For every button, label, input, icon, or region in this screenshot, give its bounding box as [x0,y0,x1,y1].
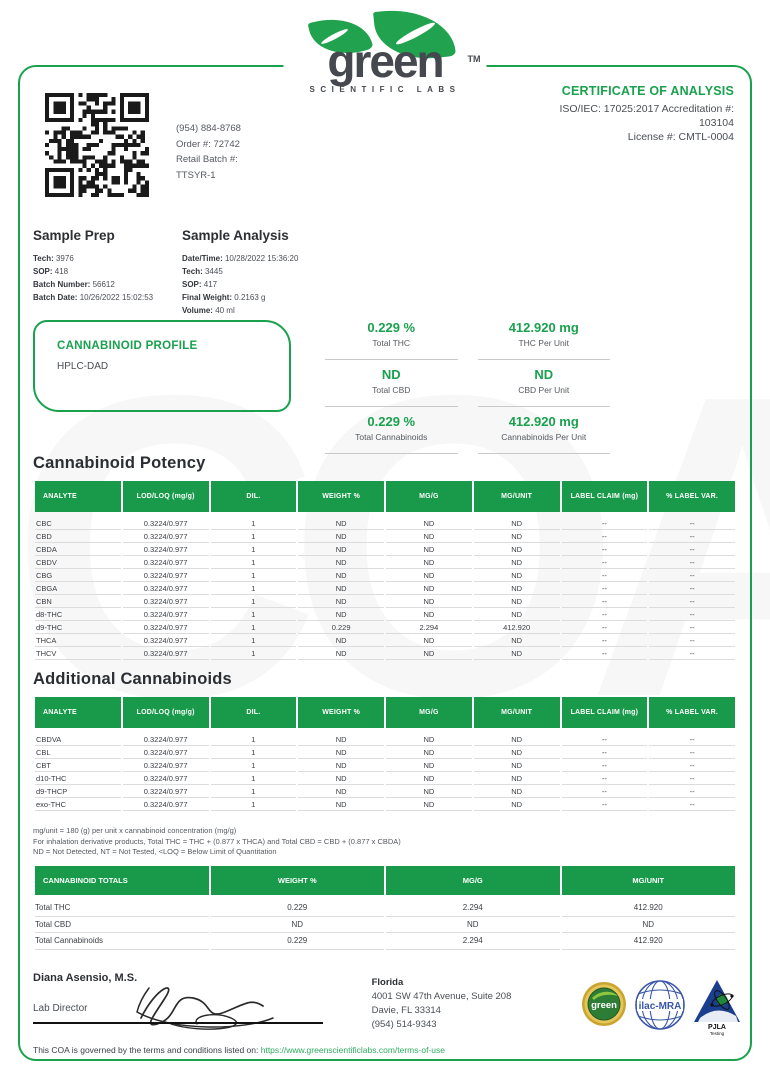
field-value: 418 [54,267,69,276]
table-row [35,772,735,785]
field-label: Date/Time: [182,254,225,263]
table-cell: ND [298,530,384,543]
table-cell: CBN [35,595,121,608]
license-number: License #: CMTL-0004 [627,131,734,143]
pjla-badge-icon [692,978,742,1036]
table-cell: ND [211,917,385,934]
additional-cannabinoids-section [33,670,737,811]
table-cell: ND [386,772,472,785]
column-header: MG/UNIT [474,697,560,728]
table-cell: -- [649,556,735,569]
table-cell: 0.3224/0.977 [123,608,209,621]
table-cell: 1 [211,772,297,785]
table-cell: ND [386,647,472,660]
logo-subtitle: SCIENTIFIC LABS [309,85,461,94]
sample-prep-title: Sample Prep [33,228,115,243]
table-row [35,634,735,647]
lab-phone: (954) 884-8768 [176,123,241,134]
table-cell: ND [474,530,560,543]
table-cell: 0.3224/0.977 [123,582,209,595]
table-cell: -- [562,582,648,595]
table-cell: 0.3224/0.977 [123,569,209,582]
field-label: Batch Number: [33,280,93,289]
table-cell: Total CBD [35,917,209,934]
sample-prep-section [33,228,182,317]
signatory-role: Lab Director [33,1003,88,1014]
column-header: WEIGHT % [211,866,385,895]
table-cell: ND [474,543,560,556]
additional-section-title: Additional Cannabinoids [33,670,232,688]
column-header: WEIGHT % [298,697,384,728]
table-cell: 0.3224/0.977 [123,798,209,811]
summary-label: Total Cannabinoids [355,432,428,442]
table-cell: ND [298,746,384,759]
table-cell: 0.3224/0.977 [123,634,209,647]
table-cell: 0.3224/0.977 [123,530,209,543]
summary-label: Total CBD [372,385,411,395]
potency-table [33,481,737,660]
table-cell: ND [298,634,384,647]
table-cell: d9-THC [35,621,121,634]
table-cell: -- [562,569,648,582]
table-cell: ND [386,543,472,556]
table-cell: ND [474,759,560,772]
table-cell: 0.3224/0.977 [123,733,209,746]
table-cell: 0.229 [211,933,385,950]
table-row [35,608,735,621]
table-cell: ND [386,634,472,647]
svg-text:green: green [591,1000,617,1011]
table-cell: -- [562,556,648,569]
table-cell: 0.3224/0.977 [123,759,209,772]
table-row [35,582,735,595]
field-label: Tech: [33,254,56,263]
signature-line [33,1022,323,1024]
table-cell: 0.3224/0.977 [123,556,209,569]
signatory-name: Diana Asensio, M.S. [33,972,138,984]
table-cell: 1 [211,556,297,569]
table-row [35,759,735,772]
table-row [35,569,735,582]
table-cell: -- [562,746,648,759]
order-info [176,121,241,183]
footnote-line: mg/unit = 180 (g) per unit x cannabinoid concentration (mg/g) [33,826,237,835]
table-cell: 412.920 [474,621,560,634]
table-cell: ND [386,917,560,934]
table-row [35,595,735,608]
table-cell: -- [562,621,648,634]
sample-analysis-fields [182,252,298,317]
summary-label: Cannabinoids Per Unit [501,432,587,442]
table-cell: ND [298,517,384,530]
table-cell: ND [386,759,472,772]
potency-header-row [35,481,735,512]
accreditation-line [559,102,734,144]
table-cell: ND [474,733,560,746]
field-row [182,291,298,304]
summary-cell [325,363,458,407]
table-cell: 1 [211,608,297,621]
sample-analysis-section [182,228,298,317]
table-cell: CBDA [35,543,121,556]
table-cell: ND [298,733,384,746]
table-cell: -- [649,595,735,608]
sample-sections [33,228,298,317]
table-cell: ND [474,634,560,647]
field-row [182,278,298,291]
profile-title: CANNABINOID PROFILE [57,340,198,352]
certificate-title: CERTIFICATE OF ANALYSIS [561,84,734,98]
summary-value: 0.229 % [367,414,416,429]
table-cell: ND [298,759,384,772]
table-cell: ND [298,569,384,582]
table-cell: ND [298,543,384,556]
table-cell: 0.229 [298,621,384,634]
table-cell: -- [562,772,648,785]
table-cell: ND [474,569,560,582]
table-cell: 0.3224/0.977 [123,543,209,556]
table-cell: 0.3224/0.977 [123,772,209,785]
table-cell: ND [298,608,384,621]
summary-cell [478,316,611,360]
summary-value: ND [381,367,401,382]
logo-text: green [327,35,443,87]
field-value: 3976 [55,254,74,263]
field-row [33,252,182,265]
column-header: LABEL CLAIM (mg) [562,697,648,728]
table-cell: -- [649,746,735,759]
address-line-2: Davie, FL 33314 [371,1005,441,1016]
table-cell: ND [386,785,472,798]
field-value: 10/26/2022 15:02:53 [79,293,154,302]
field-value: 417 [203,280,218,289]
cannabinoid-totals-section [33,866,737,950]
table-cell: 1 [211,733,297,746]
table-cell: -- [562,759,648,772]
table-cell: ND [298,595,384,608]
table-cell: -- [649,543,735,556]
table-cell: -- [562,517,648,530]
field-value: 0.2163 g [234,293,266,302]
field-value: 56612 [92,280,115,289]
summary-value: ND [534,367,554,382]
table-cell: -- [649,772,735,785]
lab-footer-phone: (954) 514-9343 [371,1019,437,1030]
table-cell: CBGA [35,582,121,595]
field-row [33,265,182,278]
table-cell: -- [562,543,648,556]
column-header: MG/G [386,697,472,728]
column-header: MG/G [386,866,560,895]
table-cell: -- [649,569,735,582]
column-header: LOD/LOQ (mg/g) [123,697,209,728]
table-cell: 2.294 [386,621,472,634]
summary-cell [325,410,458,454]
field-label: Final Weight: [182,293,235,302]
table-cell: 0.3224/0.977 [123,517,209,530]
column-header: DIL. [211,697,297,728]
column-header: MG/G [386,481,472,512]
summary-value: 0.229 % [367,320,416,335]
table-cell: 1 [211,582,297,595]
table-cell: ND [474,798,560,811]
table-cell: -- [562,785,648,798]
sample-prep-fields [33,252,182,304]
table-cell: 2.294 [386,900,560,917]
retail-batch-label: Retail Batch #: [176,154,238,165]
field-row [182,304,298,317]
table-cell: d9-THCP [35,785,121,798]
table-cell: CBG [35,569,121,582]
footnote-line: For inhalation derivative products, Total THC = THC + (0.877 x THCA) and Total CBD = CBD + (0.877 x CBDA) [33,836,401,846]
table-cell: -- [649,759,735,772]
table-cell: ND [298,772,384,785]
table-cell: ND [298,582,384,595]
address-line-1: 4001 SW 47th Avenue, Suite 208 [371,991,512,1002]
additional-header-row [35,697,735,728]
table-cell: ND [386,530,472,543]
table-cell: 412.920 [562,900,736,917]
table-cell: Total THC [35,900,209,917]
summary-value: 412.920 mg [508,414,579,429]
totals-header-row [35,866,735,895]
table-cell: 1 [211,634,297,647]
table-cell: 1 [211,543,297,556]
table-row [35,530,735,543]
table-cell: 1 [211,517,297,530]
table-cell: ND [386,582,472,595]
column-header: DIL. [211,481,297,512]
table-cell: ND [562,917,736,934]
table-cell: ND [474,582,560,595]
table-cell: ND [386,746,472,759]
table-cell: 1 [211,595,297,608]
terms-line [33,1045,445,1055]
table-cell: ND [386,595,472,608]
certificate-header [559,84,734,144]
summary-label: CBD Per Unit [518,385,570,395]
order-number: Order #: 72742 [176,138,240,150]
column-header: % LABEL VAR. [649,481,735,512]
accreditation-text: ISO/IEC: 17025:2017 Accreditation #: [559,103,734,115]
table-cell: 0.3224/0.977 [123,647,209,660]
table-cell: ND [474,647,560,660]
table-cell: CBD [35,530,121,543]
summary-grid [325,316,610,457]
table-cell: -- [649,634,735,647]
table-cell: -- [649,798,735,811]
field-row [182,265,298,278]
table-cell: CBDV [35,556,121,569]
cannabinoid-potency-section [33,454,737,660]
table-cell: CBT [35,759,121,772]
signature-block [33,972,350,1030]
table-cell: 1 [211,785,297,798]
table-cell: ND [474,517,560,530]
sample-analysis-title: Sample Analysis [182,228,289,243]
table-cell: 412.920 [562,933,736,950]
trademark-symbol: TM [467,54,481,64]
table-cell: ND [386,733,472,746]
table-cell: ND [298,556,384,569]
table-cell: CBDVA [35,733,121,746]
table-cell: -- [649,530,735,543]
table-row [35,785,735,798]
field-value: 3445 [204,267,223,276]
table-cell: exo-THC [35,798,121,811]
svg-text:PJLA: PJLA [708,1024,726,1031]
summary-label: Total THC [372,338,411,348]
table-cell: ND [474,608,560,621]
table-cell: 2.294 [386,933,560,950]
table-cell: 0.3224/0.977 [123,621,209,634]
table-cell: 0.3224/0.977 [123,595,209,608]
table-cell: -- [649,785,735,798]
totals-table [33,866,737,950]
table-cell: Total Cannabinoids [35,933,209,950]
table-cell: -- [649,621,735,634]
table-cell: 1 [211,530,297,543]
table-cell: 0.3224/0.977 [123,746,209,759]
table-cell: -- [562,647,648,660]
lab-address [372,972,580,1036]
column-header: LABEL CLAIM (mg) [562,481,648,512]
table-cell: d10-THC [35,772,121,785]
table-cell: ND [298,785,384,798]
summary-label: THC Per Unit [518,338,570,348]
green-seal-badge-icon [580,978,628,1036]
table-cell: 1 [211,746,297,759]
table-cell: ND [298,798,384,811]
table-row [35,733,735,746]
terms-link[interactable]: https://www.greenscientificlabs.com/terms-of-use [260,1045,445,1055]
table-cell: THCV [35,647,121,660]
table-cell: ND [386,569,472,582]
table-cell: 1 [211,621,297,634]
table-cell: ND [474,772,560,785]
table-cell: -- [562,634,648,647]
field-row [33,291,182,304]
table-cell: 0.229 [211,900,385,917]
svg-text:ilac-MRA: ilac-MRA [638,1001,682,1012]
field-label: Volume: [182,306,216,315]
table-row [35,900,735,917]
table-row [35,746,735,759]
ilac-mra-badge-icon [633,978,687,1036]
table-cell: ND [474,785,560,798]
svg-text:Testing: Testing [709,1031,725,1036]
column-header: CANNABINOID TOTALS [35,866,209,895]
table-row [35,543,735,556]
summary-value: 412.920 mg [508,320,579,335]
field-label: Batch Date: [33,293,80,302]
field-label: Tech: [182,267,205,276]
column-header: % LABEL VAR. [649,697,735,728]
table-cell: ND [474,746,560,759]
summary-cell [325,316,458,360]
accreditation-number: 103104 [698,117,734,129]
footnotes [33,826,401,858]
table-row [35,621,735,634]
summary-cell [478,410,611,454]
table-cell: 0.3224/0.977 [123,785,209,798]
field-row [182,252,298,265]
table-cell: ND [386,798,472,811]
field-label: SOP: [182,280,204,289]
field-row [33,278,182,291]
table-cell: -- [562,608,648,621]
table-row [35,798,735,811]
table-cell: CBC [35,517,121,530]
table-cell: 1 [211,798,297,811]
table-row [35,556,735,569]
table-cell: -- [649,517,735,530]
column-header: WEIGHT % [298,481,384,512]
table-cell: 1 [211,759,297,772]
table-row [35,917,735,934]
table-row [35,647,735,660]
table-cell: CBL [35,746,121,759]
table-cell: ND [386,517,472,530]
table-cell: -- [649,733,735,746]
retail-batch-value: TTSYR-1 [176,169,216,181]
table-cell: ND [474,595,560,608]
table-cell: -- [562,798,648,811]
column-header: LOD/LOQ (mg/g) [123,481,209,512]
table-cell: d8-THC [35,608,121,621]
table-cell: THCA [35,634,121,647]
table-row [35,517,735,530]
field-label: SOP: [33,267,55,276]
field-value: 10/28/2022 15:36:20 [224,254,299,263]
field-value: 40 ml [215,306,235,315]
cannabinoid-profile-box [33,320,291,412]
additional-table [33,697,737,811]
table-cell: -- [562,595,648,608]
profile-method: HPLC-DAD [57,361,109,372]
column-header: ANALYTE [35,697,121,728]
potency-section-title: Cannabinoid Potency [33,454,206,472]
lab-location-name: Florida [371,977,404,988]
table-cell: ND [386,608,472,621]
green-scientific-labs-logo [284,6,487,100]
accreditation-badges [580,972,742,1036]
table-cell: ND [474,556,560,569]
table-cell: ND [298,647,384,660]
summary-cell [478,363,611,407]
column-header: ANALYTE [35,481,121,512]
qr-code [45,93,149,197]
column-header: MG/UNIT [474,481,560,512]
table-cell: -- [562,733,648,746]
table-cell: 1 [211,647,297,660]
logo-wordmark [310,35,481,87]
table-row [35,933,735,950]
footer [33,972,742,1036]
terms-text: This COA is governed by the terms and conditions listed on: [33,1045,261,1055]
table-cell: -- [649,608,735,621]
table-cell: 1 [211,569,297,582]
table-cell: -- [562,530,648,543]
table-cell: -- [649,647,735,660]
table-cell: ND [386,556,472,569]
table-cell: -- [649,582,735,595]
footnote-line: ND = Not Detected, NT = Not Tested, <LOQ = Below Limit of Quantitation [33,847,277,856]
column-header: MG/UNIT [562,866,736,895]
